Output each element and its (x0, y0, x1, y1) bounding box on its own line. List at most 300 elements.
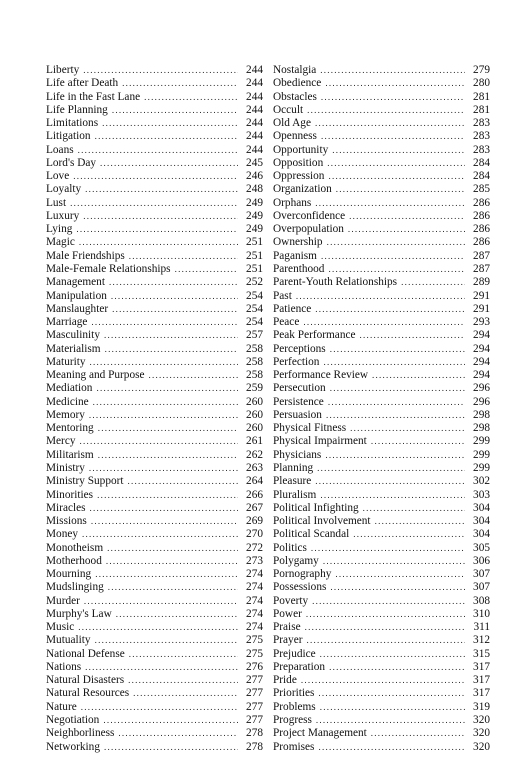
index-entry (273, 77, 490, 90)
index-term: Male-Female Relationships (46, 262, 171, 275)
dot-leader (116, 608, 238, 621)
index-term: Motherhood (46, 554, 102, 567)
index-page-number: 274 (246, 607, 263, 620)
dot-leader (85, 183, 238, 196)
index-page-number: 296 (473, 382, 490, 395)
index-entry (273, 409, 490, 422)
index-term: Music (46, 621, 75, 634)
dot-leader (108, 581, 238, 594)
dot-leader (296, 290, 465, 303)
dot-leader (328, 396, 465, 409)
index-page-number: 266 (246, 488, 263, 501)
index-entry (46, 343, 263, 356)
index-term: Peak Performance (273, 329, 356, 342)
dot-leader (306, 608, 465, 621)
index-entry (273, 91, 490, 104)
index-page-number: 280 (473, 77, 490, 90)
dot-leader (129, 648, 238, 661)
index-entry (273, 263, 490, 276)
index-page-number: 298 (473, 422, 490, 435)
index-entry (46, 727, 263, 740)
index-page-number: 286 (473, 196, 490, 209)
index-entry (273, 64, 490, 77)
dot-leader (100, 157, 238, 170)
index-page-number: 258 (246, 342, 263, 355)
index-page-number: 244 (246, 90, 263, 103)
index-entry (46, 648, 263, 661)
dot-leader (336, 183, 465, 196)
index-term: Power (273, 607, 302, 620)
index-page-number: 281 (473, 103, 490, 116)
dot-leader (118, 727, 238, 740)
index-term: Life after Death (46, 77, 119, 90)
dot-leader (349, 210, 465, 223)
index-term: Poverty (273, 594, 309, 607)
dot-leader (133, 687, 238, 700)
index-term: Old Age (273, 117, 311, 130)
index-entry (46, 382, 263, 395)
index-page-number: 304 (473, 515, 490, 528)
dot-leader (315, 475, 465, 488)
dot-leader (98, 449, 238, 462)
dot-leader (70, 197, 238, 210)
index-term: Materialism (46, 342, 101, 355)
index-term: Physical Impairment (273, 435, 367, 448)
index-page-number: 277 (246, 700, 263, 713)
dot-leader (303, 316, 465, 329)
index-page-number: 254 (246, 302, 263, 315)
index-term: Negotiation (46, 714, 100, 727)
index-entry (46, 250, 263, 263)
index-page-number: 284 (473, 170, 490, 183)
index-entry (273, 343, 490, 356)
index-term: Physicians (273, 448, 322, 461)
dot-leader (325, 449, 465, 462)
dot-leader (83, 210, 238, 223)
dot-leader (106, 555, 238, 568)
index-term: Occult (273, 103, 304, 116)
index-page-number: 260 (246, 408, 263, 421)
index-term: Loyalty (46, 183, 82, 196)
index-term: Marriage (46, 316, 88, 329)
dot-leader (102, 117, 238, 130)
dot-leader (323, 555, 465, 568)
index-page-number: 305 (473, 541, 490, 554)
index-entry (46, 555, 263, 568)
index-term: Manslaughter (46, 302, 109, 315)
dot-leader (79, 435, 238, 448)
dot-leader (317, 462, 465, 475)
index-entry (46, 91, 263, 104)
index-page-number: 315 (473, 647, 490, 660)
dot-leader (371, 727, 465, 740)
dot-leader (330, 382, 465, 395)
index-entry (46, 422, 263, 435)
dot-leader (79, 236, 238, 249)
index-term: Prayer (273, 634, 303, 647)
dot-leader (320, 701, 465, 714)
index-term: Patience (273, 302, 312, 315)
index-page-number: 289 (473, 276, 490, 289)
index-entry (273, 515, 490, 528)
index-entry (46, 117, 263, 130)
dot-leader (144, 91, 238, 104)
index-entry (46, 396, 263, 409)
index-entry (46, 608, 263, 621)
dot-leader (107, 542, 238, 555)
index-page-number: 260 (246, 395, 263, 408)
index-page-number: 294 (473, 369, 490, 382)
index-page-number: 278 (246, 727, 263, 740)
index-entry (46, 157, 263, 170)
index-page-number: 260 (246, 422, 263, 435)
dot-leader (350, 422, 465, 435)
index-entry (273, 382, 490, 395)
index-page-number: 275 (246, 647, 263, 660)
index-page-number: 259 (246, 382, 263, 395)
index-entry (46, 316, 263, 329)
index-term: Miracles (46, 501, 86, 514)
index-term: Perfection (273, 355, 320, 368)
index-term: Political Involvement (273, 515, 371, 528)
index-page-number: 254 (246, 316, 263, 329)
index-entry (273, 303, 490, 316)
index-entry (46, 356, 263, 369)
index-term: Murder (46, 594, 80, 607)
index-entry (46, 263, 263, 276)
dot-leader (320, 648, 465, 661)
index-entry (46, 77, 263, 90)
index-entry (46, 210, 263, 223)
index-entry (273, 648, 490, 661)
index-page-number: 308 (473, 594, 490, 607)
dot-leader (85, 661, 238, 674)
dot-leader (78, 621, 238, 634)
index-term: Manipulation (46, 289, 107, 302)
index-entry (46, 475, 263, 488)
index-term: Magic (46, 236, 75, 249)
dot-leader (91, 515, 238, 528)
index-entry (46, 329, 263, 342)
index-page-number: 294 (473, 342, 490, 355)
dot-leader (372, 369, 465, 382)
dot-leader (375, 515, 465, 528)
index-term: Networking (46, 740, 100, 753)
dot-leader (312, 595, 465, 608)
index-page-number: 249 (246, 209, 263, 222)
index-term: Planning (273, 461, 314, 474)
index-entry (46, 581, 263, 594)
dot-leader (321, 91, 465, 104)
index-page-number: 277 (246, 714, 263, 727)
dot-leader (89, 462, 238, 475)
index-term: Persuasion (273, 408, 322, 421)
index-page-number: 293 (473, 316, 490, 329)
index-page-number: 303 (473, 488, 490, 501)
index-term: Problems (273, 700, 316, 713)
index-term: Lying (46, 223, 73, 236)
index-entry (273, 502, 490, 515)
index-page-number: 299 (473, 435, 490, 448)
dot-leader (128, 475, 238, 488)
index-term: Paganism (273, 249, 317, 262)
dot-leader (104, 329, 238, 342)
dot-leader (76, 223, 238, 236)
index-term: Monotheism (46, 541, 104, 554)
index-page-number: 287 (473, 249, 490, 262)
index-page-number: 299 (473, 448, 490, 461)
index-term: Mudslinging (46, 581, 104, 594)
index-term: Management (46, 276, 105, 289)
index-page-number: 254 (246, 289, 263, 302)
dot-leader (318, 687, 465, 700)
index-term: Political Scandal (273, 528, 350, 541)
index-page-number: 274 (246, 581, 263, 594)
index-term: Male Friendships (46, 249, 125, 262)
index-page-number: 244 (246, 117, 263, 130)
index-term: Praise (273, 621, 301, 634)
index-page-number: 320 (473, 727, 490, 740)
index-term: Mourning (46, 568, 92, 581)
index-term: Limitations (46, 117, 99, 130)
index-page-number: 246 (246, 170, 263, 183)
index-page-number: 262 (246, 448, 263, 461)
index-page-number: 286 (473, 223, 490, 236)
index-entry (273, 290, 490, 303)
index-page-number: 274 (246, 621, 263, 634)
index-term: Money (46, 528, 79, 541)
index-entry (273, 449, 490, 462)
index-entry (46, 542, 263, 555)
index-entry (273, 621, 490, 634)
index-page-number: 244 (246, 130, 263, 143)
index-entry (273, 489, 490, 502)
index-entry (273, 329, 490, 342)
index-page-number: 298 (473, 408, 490, 421)
index-page-number: 251 (246, 262, 263, 275)
dot-leader (105, 343, 238, 356)
dot-leader (301, 674, 465, 687)
dot-leader (112, 303, 238, 316)
index-entry (46, 303, 263, 316)
index-page-number: 258 (246, 355, 263, 368)
dot-leader (323, 356, 465, 369)
index-page-number: 244 (246, 103, 263, 116)
index-entry (273, 727, 490, 740)
index-term: Missions (46, 515, 87, 528)
dot-leader (128, 674, 238, 687)
dot-leader (330, 581, 465, 594)
index-page-number: 264 (246, 475, 263, 488)
index-term: Progress (273, 714, 312, 727)
index-term: Perceptions (273, 342, 326, 355)
index-term: Pornography (273, 568, 332, 581)
index-term: Physical Fitness (273, 422, 347, 435)
index-entry (46, 369, 263, 382)
index-page-number: 299 (473, 461, 490, 474)
index-entry (46, 409, 263, 422)
index-term: Masculinity (46, 329, 100, 342)
index-entry (46, 621, 263, 634)
index-term: Liberty (46, 64, 80, 76)
index-page-number: 272 (246, 541, 263, 554)
dot-leader (95, 634, 238, 647)
index-page-number: 270 (246, 528, 263, 541)
index-entry (273, 475, 490, 488)
index-page-number: 263 (246, 461, 263, 474)
index-term: Promises (273, 740, 315, 753)
index-entry (46, 130, 263, 143)
index-entry (273, 276, 490, 289)
dot-leader (306, 634, 465, 647)
dot-leader (149, 369, 238, 382)
dot-leader (84, 595, 238, 608)
dot-leader (321, 250, 465, 263)
index-term: Oppression (273, 170, 325, 183)
index-term: Parent-Youth Relationships (273, 276, 398, 289)
index-term: Preparation (273, 660, 326, 673)
index-term: Life in the Fast Lane (46, 90, 141, 103)
dot-leader (329, 661, 465, 674)
index-entry (46, 236, 263, 249)
dot-leader (98, 422, 238, 435)
index-page-number: 291 (473, 302, 490, 315)
index-page-number: 312 (473, 634, 490, 647)
dot-leader (321, 130, 465, 143)
index-entry (273, 528, 490, 541)
index-term: Militarism (46, 448, 94, 461)
dot-leader (90, 356, 238, 369)
index-entry (273, 462, 490, 475)
index-page-number: 286 (473, 236, 490, 249)
dot-leader (315, 197, 465, 210)
dot-leader (315, 303, 465, 316)
index-term: Nations (46, 660, 82, 673)
index-entry (273, 542, 490, 555)
index-page-number: 252 (246, 276, 263, 289)
dot-leader (326, 409, 465, 422)
index-entry (46, 290, 263, 303)
index-term: Nature (46, 700, 77, 713)
index-page-number: 251 (246, 236, 263, 249)
index-term: Meaning and Purpose (46, 369, 145, 382)
index-entry (273, 687, 490, 700)
index-page-number: 274 (246, 568, 263, 581)
index-term: Neighborliness (46, 727, 115, 740)
index-entry (273, 210, 490, 223)
index-page-number: 283 (473, 117, 490, 130)
dot-leader (320, 489, 465, 502)
index-entry (273, 661, 490, 674)
index-term: Peace (273, 316, 300, 329)
index-entry (46, 741, 263, 754)
index-entry (273, 555, 490, 568)
index-term: Minorities (46, 488, 94, 501)
index-page-number: 304 (473, 528, 490, 541)
dot-leader (112, 104, 238, 117)
index-term: Lord's Day (46, 156, 97, 169)
index-entry (273, 356, 490, 369)
dot-leader (325, 77, 465, 90)
index-entry (273, 595, 490, 608)
index-entry (273, 568, 490, 581)
index-term: Ministry (46, 461, 85, 474)
index-entry (46, 714, 263, 727)
dot-leader (311, 542, 465, 555)
index-term: Political Infighting (273, 501, 359, 514)
index-column-left (46, 64, 263, 754)
index-page-number: 244 (246, 64, 263, 76)
dot-leader (122, 77, 238, 90)
index-term: Priorities (273, 687, 315, 700)
dot-leader (363, 502, 465, 515)
index-page-number: 244 (246, 143, 263, 156)
index-entry (273, 236, 490, 249)
dot-leader (97, 489, 238, 502)
index-page-number: 317 (473, 687, 490, 700)
index-column-right (273, 64, 490, 754)
index-entry (46, 276, 263, 289)
index-page-number: 269 (246, 515, 263, 528)
index-entry (46, 197, 263, 210)
index-page-number: 249 (246, 196, 263, 209)
index-term: Overconfidence (273, 209, 346, 222)
index-term: Polygamy (273, 554, 319, 567)
index-entry (46, 515, 263, 528)
index-entry (46, 568, 263, 581)
index-term: Life Planning (46, 103, 108, 116)
index-term: Natural Resources (46, 687, 130, 700)
index-entry (273, 581, 490, 594)
dot-leader (73, 170, 238, 183)
index-page-number: 284 (473, 156, 490, 169)
index-page-number: 283 (473, 130, 490, 143)
index-entry (46, 435, 263, 448)
index-page-number: 291 (473, 289, 490, 302)
dot-leader (109, 276, 238, 289)
dot-leader (327, 157, 465, 170)
dot-leader (81, 701, 238, 714)
index-entry (273, 157, 490, 170)
index-page-number: 287 (473, 262, 490, 275)
index-entry (273, 435, 490, 448)
index-entry (46, 64, 263, 77)
index-entry (273, 741, 490, 754)
index-term: Pride (273, 674, 297, 687)
index-page-number: 320 (473, 714, 490, 727)
index-page-number: 310 (473, 607, 490, 620)
index-entry (273, 183, 490, 196)
index-term: Obstacles (273, 90, 317, 103)
index-page-number: 251 (246, 249, 263, 262)
index-term: Memory (46, 408, 85, 421)
index-entry (46, 449, 263, 462)
dot-leader (96, 382, 238, 395)
index-entry (46, 170, 263, 183)
index-term: Parenthood (273, 262, 325, 275)
index-term: Organization (273, 183, 332, 196)
index-entry (273, 130, 490, 143)
index-term: Pleasure (273, 475, 312, 488)
dot-leader (330, 343, 465, 356)
index-page-number: 319 (473, 700, 490, 713)
index-page-number: 307 (473, 581, 490, 594)
index-page-number: 286 (473, 209, 490, 222)
dot-leader (401, 276, 465, 289)
index-page-number: 257 (246, 329, 263, 342)
dot-leader (175, 263, 238, 276)
index-page-number: 273 (246, 554, 263, 567)
